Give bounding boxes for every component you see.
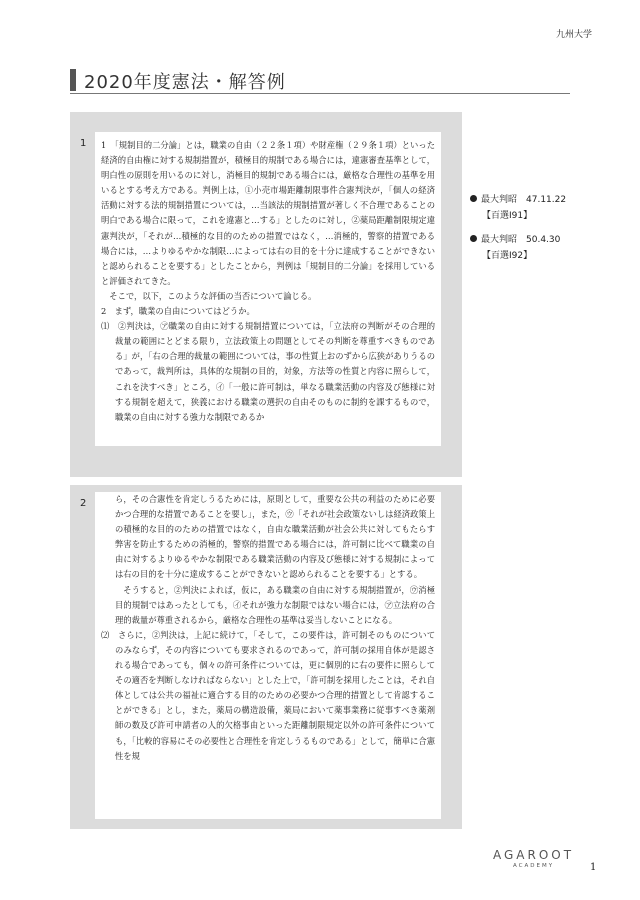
sidenote-ref: 【百選Ⅰ92】 xyxy=(482,251,533,261)
title-accent-bar xyxy=(70,69,76,91)
box-number-1: 1 xyxy=(80,138,87,149)
sidenote-2 xyxy=(470,232,560,264)
logo-text: AGAROOT xyxy=(493,848,575,862)
title-divider xyxy=(70,93,570,94)
paragraph-1: 1 「規制目的二分論」とは，職業の自由（２２条１項）や財産権（２９条１項）といった経済的自由権に対する規制措置が，積極目的規制である場合には，違憲審査基準として，明白性の原則を用いるのに対し，消極目的規制である場合には，厳格な合理性の基準を用いるとする考え方である。判例上は，①小売市場距離制限事件合憲判決が，「個人の経済活動に対する法的規制措置については，…当該法的規制措置が著しく不合理であることの明白である場合に限って，これを違憲と…する」としたのに対し，②薬局距離制限規定違憲判決が，「それが…積極的な目的のための措置ではなく，…消極的，警察的措置である場合には，…よりゆるやかな制限…によっては右の目的を十分に達成することができないと認められることを要する」としたことから，判例は「規制目的二分論」を採用していると評価されてきた。 xyxy=(101,140,435,286)
sidenote-1 xyxy=(470,192,566,224)
logo-subtext: ACADEMY xyxy=(512,863,555,869)
bullet-icon xyxy=(470,195,477,202)
paragraph-5: ら，その合憲性を肯定しうるためには，原則として，重要な公共の利益のために必要かつ合理的な措置であることを要し」，また，㋒「それが社会政策ないしは経済政策上の積極的な目的のための措置ではなく，自由な職業活動が社会公共に対してもたらす弊害を防止するための消極的，警察的措置である場合には，許可制に比べて職業の自由に対するよりゆるやかな制限である職業活動の内容及び態様に対する規制によっては右の目的を十分に達成することができないと認められることを要する」とする。 xyxy=(115,494,435,580)
paragraph-6: そうすると，②判決によれば，仮に，ある職業の自由に対する規制措置が，㋒消極目的規制ではあったとしても，㋑それが強力な制限ではない場合には，㋐立法府の合理的裁量が尊重されるから，厳格な合理性の基準は妥当しないことになる。 xyxy=(115,584,435,625)
sidenote-case: 最大判昭 50.4.30 xyxy=(481,235,561,245)
agaroot-logo xyxy=(493,848,574,869)
answer-sheet-1 xyxy=(95,132,441,446)
paragraph-4: ⑴ ②判決は，㋐職業の自由に対する規制措置については，「立法府の判断がその合理的裁量の範囲にとどまる限り，立法政策上の問題としてその判断を尊重すべきものである」が，「右の合理的裁量の範囲については，事の性質上おのずから広狭がありうるのであって，裁判所は，具体的な規制の目的，対象，方法等の性質と内容に照らして，これを決すべき」ところ，㋑「一般に許可制は，単なる職業活動の内容及び態様に対する規制を超えて，狭義における職業の選択の自由そのものに制約を課するもので，職業の自由に対する強力な制限であるか xyxy=(101,321,435,422)
university-label: 九州大学 xyxy=(555,30,592,40)
sidenote-ref: 【百選Ⅰ91】 xyxy=(482,211,533,221)
sidenote-case: 最大判昭 47.11.22 xyxy=(481,195,567,205)
paragraph-7: ⑵ さらに，②判決は，上記に続けて，「そして，この要件は，許可制そのものについてのみならず，その内容についても要求されるのであって，許可制の採用自体が是認される場合であっても，個々の許可条件については，更に個別的に右の要件に照らしてその適否を判断しなければならない」とした上で，「許可制を採用したことは，それ自体としては公共の福祉に適合する目的のための必要かつ合理的措置として肯認することができる」とし，また，薬局の構造設備，薬局において薬事業務に従事すべき薬剤師の数及び許可申請者の人的欠格事由といった距離制限規定以外の許可条件についても，「比較的容易にその必要性と合理性を肯定しうるものである」として，簡単に合憲性を規 xyxy=(101,629,435,761)
paragraph-3: 2 まず，職業の自由についてはどうか。 xyxy=(101,306,255,317)
answer-sheet-2 xyxy=(95,492,441,819)
paragraph-2: そこで，以下，このような評価の当否について論じる。 xyxy=(109,290,317,301)
page-title: 2020年度憲法・解答例 xyxy=(84,72,286,93)
box-number-2: 2 xyxy=(80,498,87,509)
page-number: 1 xyxy=(590,862,597,873)
bullet-icon xyxy=(470,235,477,242)
